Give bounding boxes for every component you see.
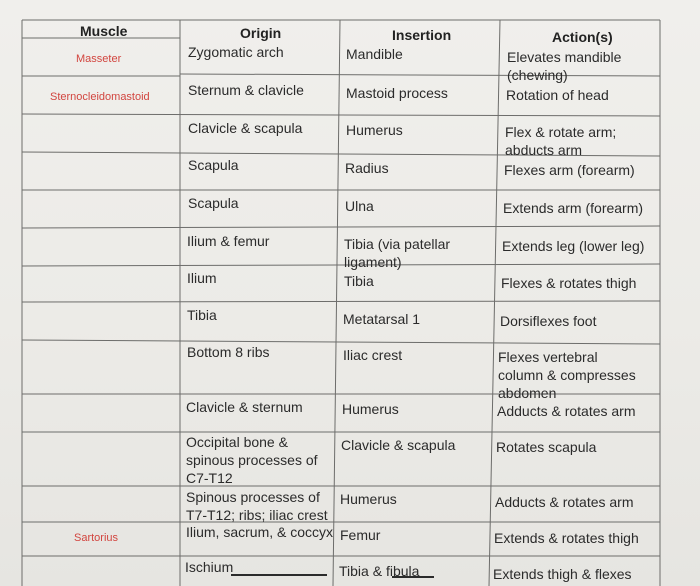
action-cell: Adducts & rotates arm bbox=[495, 494, 634, 510]
header-insertion: Insertion bbox=[392, 27, 452, 43]
origin-cell: Clavicle & sternum bbox=[186, 399, 303, 415]
action-cell: Extends leg (lower leg) bbox=[502, 238, 645, 254]
header-origin: Origin bbox=[240, 25, 282, 41]
insertion-cell: Humerus bbox=[346, 122, 403, 138]
insertion-cell: Ulna bbox=[345, 198, 374, 214]
insertion-cell: Radius bbox=[345, 160, 389, 176]
insertion-cell: Clavicle & scapula bbox=[341, 437, 456, 453]
insertion-cell: Tibia & fibula bbox=[339, 563, 420, 579]
action-cell: Rotation of head bbox=[506, 87, 609, 103]
insertion-cell: Humerus bbox=[340, 491, 397, 507]
insertion-cell: Metatarsal 1 bbox=[343, 311, 421, 327]
origin-cell: Tibia bbox=[187, 307, 217, 323]
action-cell: Extends & rotates thigh bbox=[494, 530, 639, 546]
origin-cell: Ilium, sacrum, & coccyx bbox=[186, 524, 334, 540]
origin-cell: Ischium bbox=[185, 559, 234, 575]
origin-cell: Zygomatic arch bbox=[188, 44, 284, 60]
origin-cell: Bottom 8 ribs bbox=[187, 344, 270, 360]
origin-cell: Ilium & femur bbox=[187, 233, 270, 249]
origin-cell: Scapula bbox=[188, 195, 239, 211]
origin-cell: Sternum & clavicle bbox=[188, 82, 304, 98]
origin-cell: Occipital bone & spinous processes of C7-T12 bbox=[186, 434, 318, 486]
action-cell: Extends thigh & flexes bbox=[493, 566, 632, 582]
origin-cell: Scapula bbox=[188, 157, 239, 173]
action-cell: Dorsiflexes foot bbox=[500, 313, 597, 329]
muscle-cell: Sartorius bbox=[74, 532, 119, 544]
insertion-cell: Tibia (via patellar ligament) bbox=[344, 236, 451, 270]
muscle-cell: Masseter bbox=[76, 53, 122, 65]
insertion-cell: Mandible bbox=[346, 46, 403, 62]
origin-cell: Clavicle & scapula bbox=[188, 120, 303, 136]
action-cell: Flexes arm (forearm) bbox=[504, 162, 635, 178]
header-action: Action(s) bbox=[552, 29, 613, 45]
insertion-cell: Iliac crest bbox=[343, 347, 403, 363]
header-muscle: Muscle bbox=[80, 23, 128, 39]
muscle-cell: Sternocleidomastoid bbox=[50, 91, 150, 103]
action-cell: Adducts & rotates arm bbox=[497, 403, 636, 419]
insertion-cell: Humerus bbox=[342, 401, 399, 417]
origin-cell: Spinous processes of T7-T12; ribs; iliac crest bbox=[186, 489, 328, 523]
action-cell: Flexes & rotates thigh bbox=[501, 275, 637, 291]
action-cell: Elevates mandible (chewing) bbox=[507, 49, 622, 83]
insertion-cell: Mastoid process bbox=[346, 85, 448, 101]
action-cell: Flex & rotate arm; abducts arm bbox=[505, 124, 617, 158]
insertion-cell: Tibia bbox=[344, 273, 374, 289]
action-cell: Rotates scapula bbox=[496, 439, 597, 455]
origin-cell: Ilium bbox=[187, 270, 217, 286]
action-cell: Flexes vertebral column & compresses abdomen bbox=[498, 349, 636, 401]
action-cell: Extends arm (forearm) bbox=[503, 200, 644, 216]
insertion-cell: Femur bbox=[340, 527, 381, 543]
